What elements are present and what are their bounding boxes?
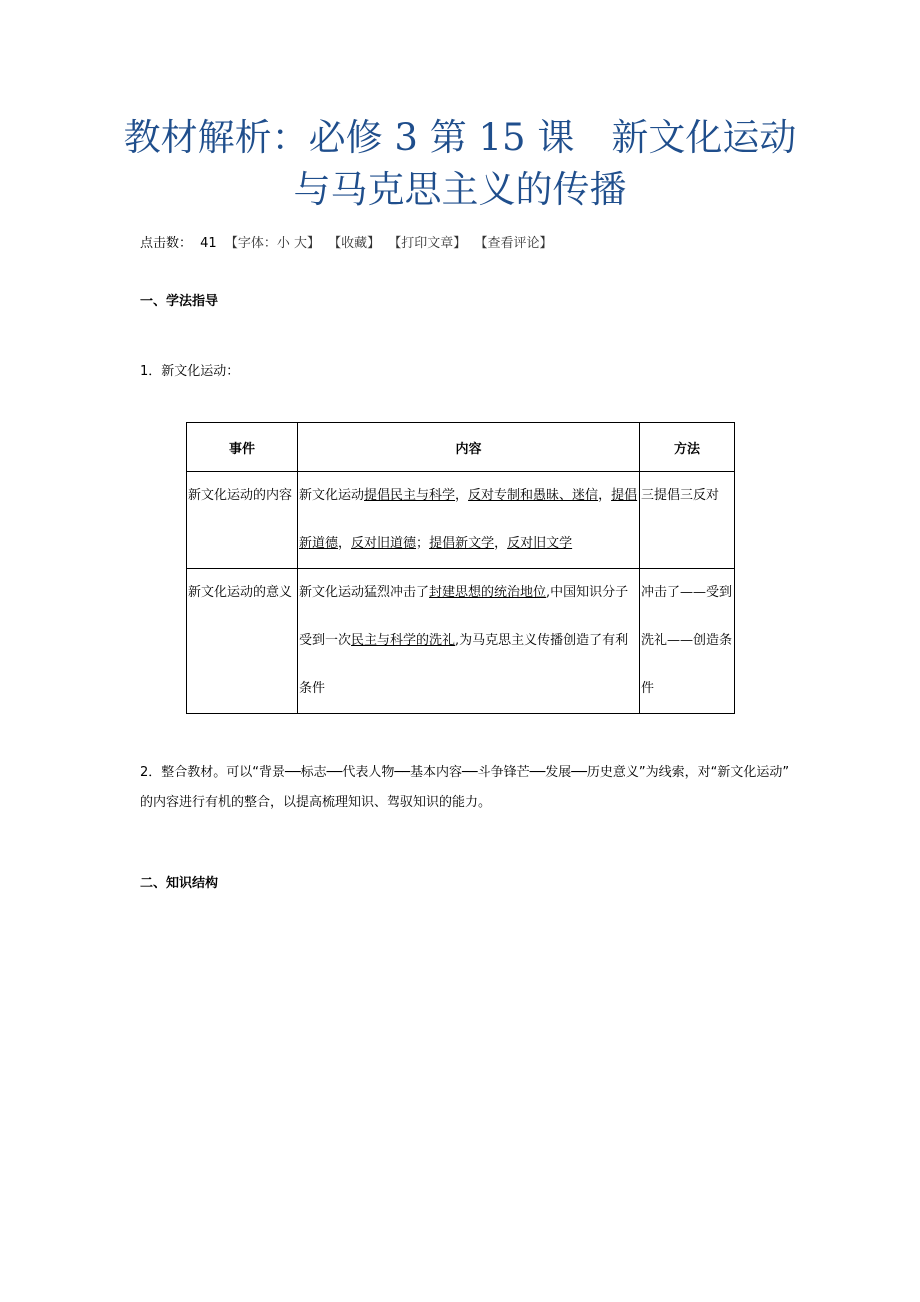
table-header-cell: 内容 — [298, 423, 640, 472]
event-cell: 新文化运动的内容 — [187, 472, 298, 569]
content-text: ， — [494, 536, 508, 551]
table-header-cell: 方法 — [640, 423, 735, 472]
page-title — [100, 112, 820, 216]
table-row — [187, 472, 735, 569]
section-heading-study-guide: 一、学法指导 — [140, 294, 219, 309]
content-text: ； — [416, 536, 430, 551]
clicks-label: 点击数： — [140, 236, 193, 251]
content-text-underlined: 民主与科学的洗礼 — [351, 633, 456, 648]
content-text-underlined: 反对专制和愚昧、迷信 — [468, 488, 599, 503]
view-comments-link[interactable]: 【查看评论】 — [474, 236, 553, 251]
content-text-underlined: 封建思想的统治地位 — [429, 585, 547, 600]
item-1-label: 1．新文化运动： — [140, 364, 240, 379]
content-cell — [298, 472, 640, 569]
content-text: ,中国知识分子受到一次 — [299, 585, 629, 648]
content-text-underlined: 反对旧文学 — [507, 536, 573, 551]
content-text: ,为马克思主义传播创造了有利条件 — [299, 633, 629, 696]
content-cell — [298, 569, 640, 714]
table-header-cell: 事件 — [187, 423, 298, 472]
content-text-underlined: 反对旧道德 — [351, 536, 417, 551]
print-link[interactable]: 【打印文章】 — [388, 236, 467, 251]
article-meta-bar — [140, 232, 556, 251]
content-text: ， — [598, 488, 612, 503]
content-text: 新文化运动 — [299, 488, 365, 503]
table-row — [187, 569, 735, 714]
content-text-underlined: 提倡民主与科学 — [364, 488, 456, 503]
method-cell: 冲击了——受到洗礼——创造条件 — [640, 569, 735, 714]
clicks-value: 41 — [200, 236, 217, 251]
content-table — [186, 422, 735, 714]
method-cell: 三提倡三反对 — [640, 472, 735, 569]
content-text-underlined: 提倡新文学 — [429, 536, 495, 551]
table-header-row — [187, 423, 735, 472]
content-text: ， — [338, 536, 352, 551]
page-title-line1: 教材解析：必修 3 第 15 课 新文化运动 — [123, 116, 797, 159]
favorite-link[interactable]: 【收藏】 — [328, 236, 381, 251]
event-cell: 新文化运动的意义 — [187, 569, 298, 714]
content-text: ， — [455, 488, 469, 503]
content-text: 新文化运动猛烈冲击了 — [299, 585, 430, 600]
page-title-line2: 与马克思主义的传播 — [293, 168, 627, 211]
item-2-paragraph: 2．整合教材。可以“背景──标志──代表人物──基本内容──斗争锋芒──发展──历史意义”为线索，对“新文化运动” 的内容进行有机的整合，以提高梳理知识、驾驭知识的能力。 — [140, 765, 790, 810]
content-text-underlined: 提倡新道德 — [299, 488, 638, 551]
section-heading-knowledge-structure: 二、知识结构 — [140, 876, 219, 891]
font-size-toggle[interactable]: 【字体：小 大】 — [224, 236, 320, 251]
